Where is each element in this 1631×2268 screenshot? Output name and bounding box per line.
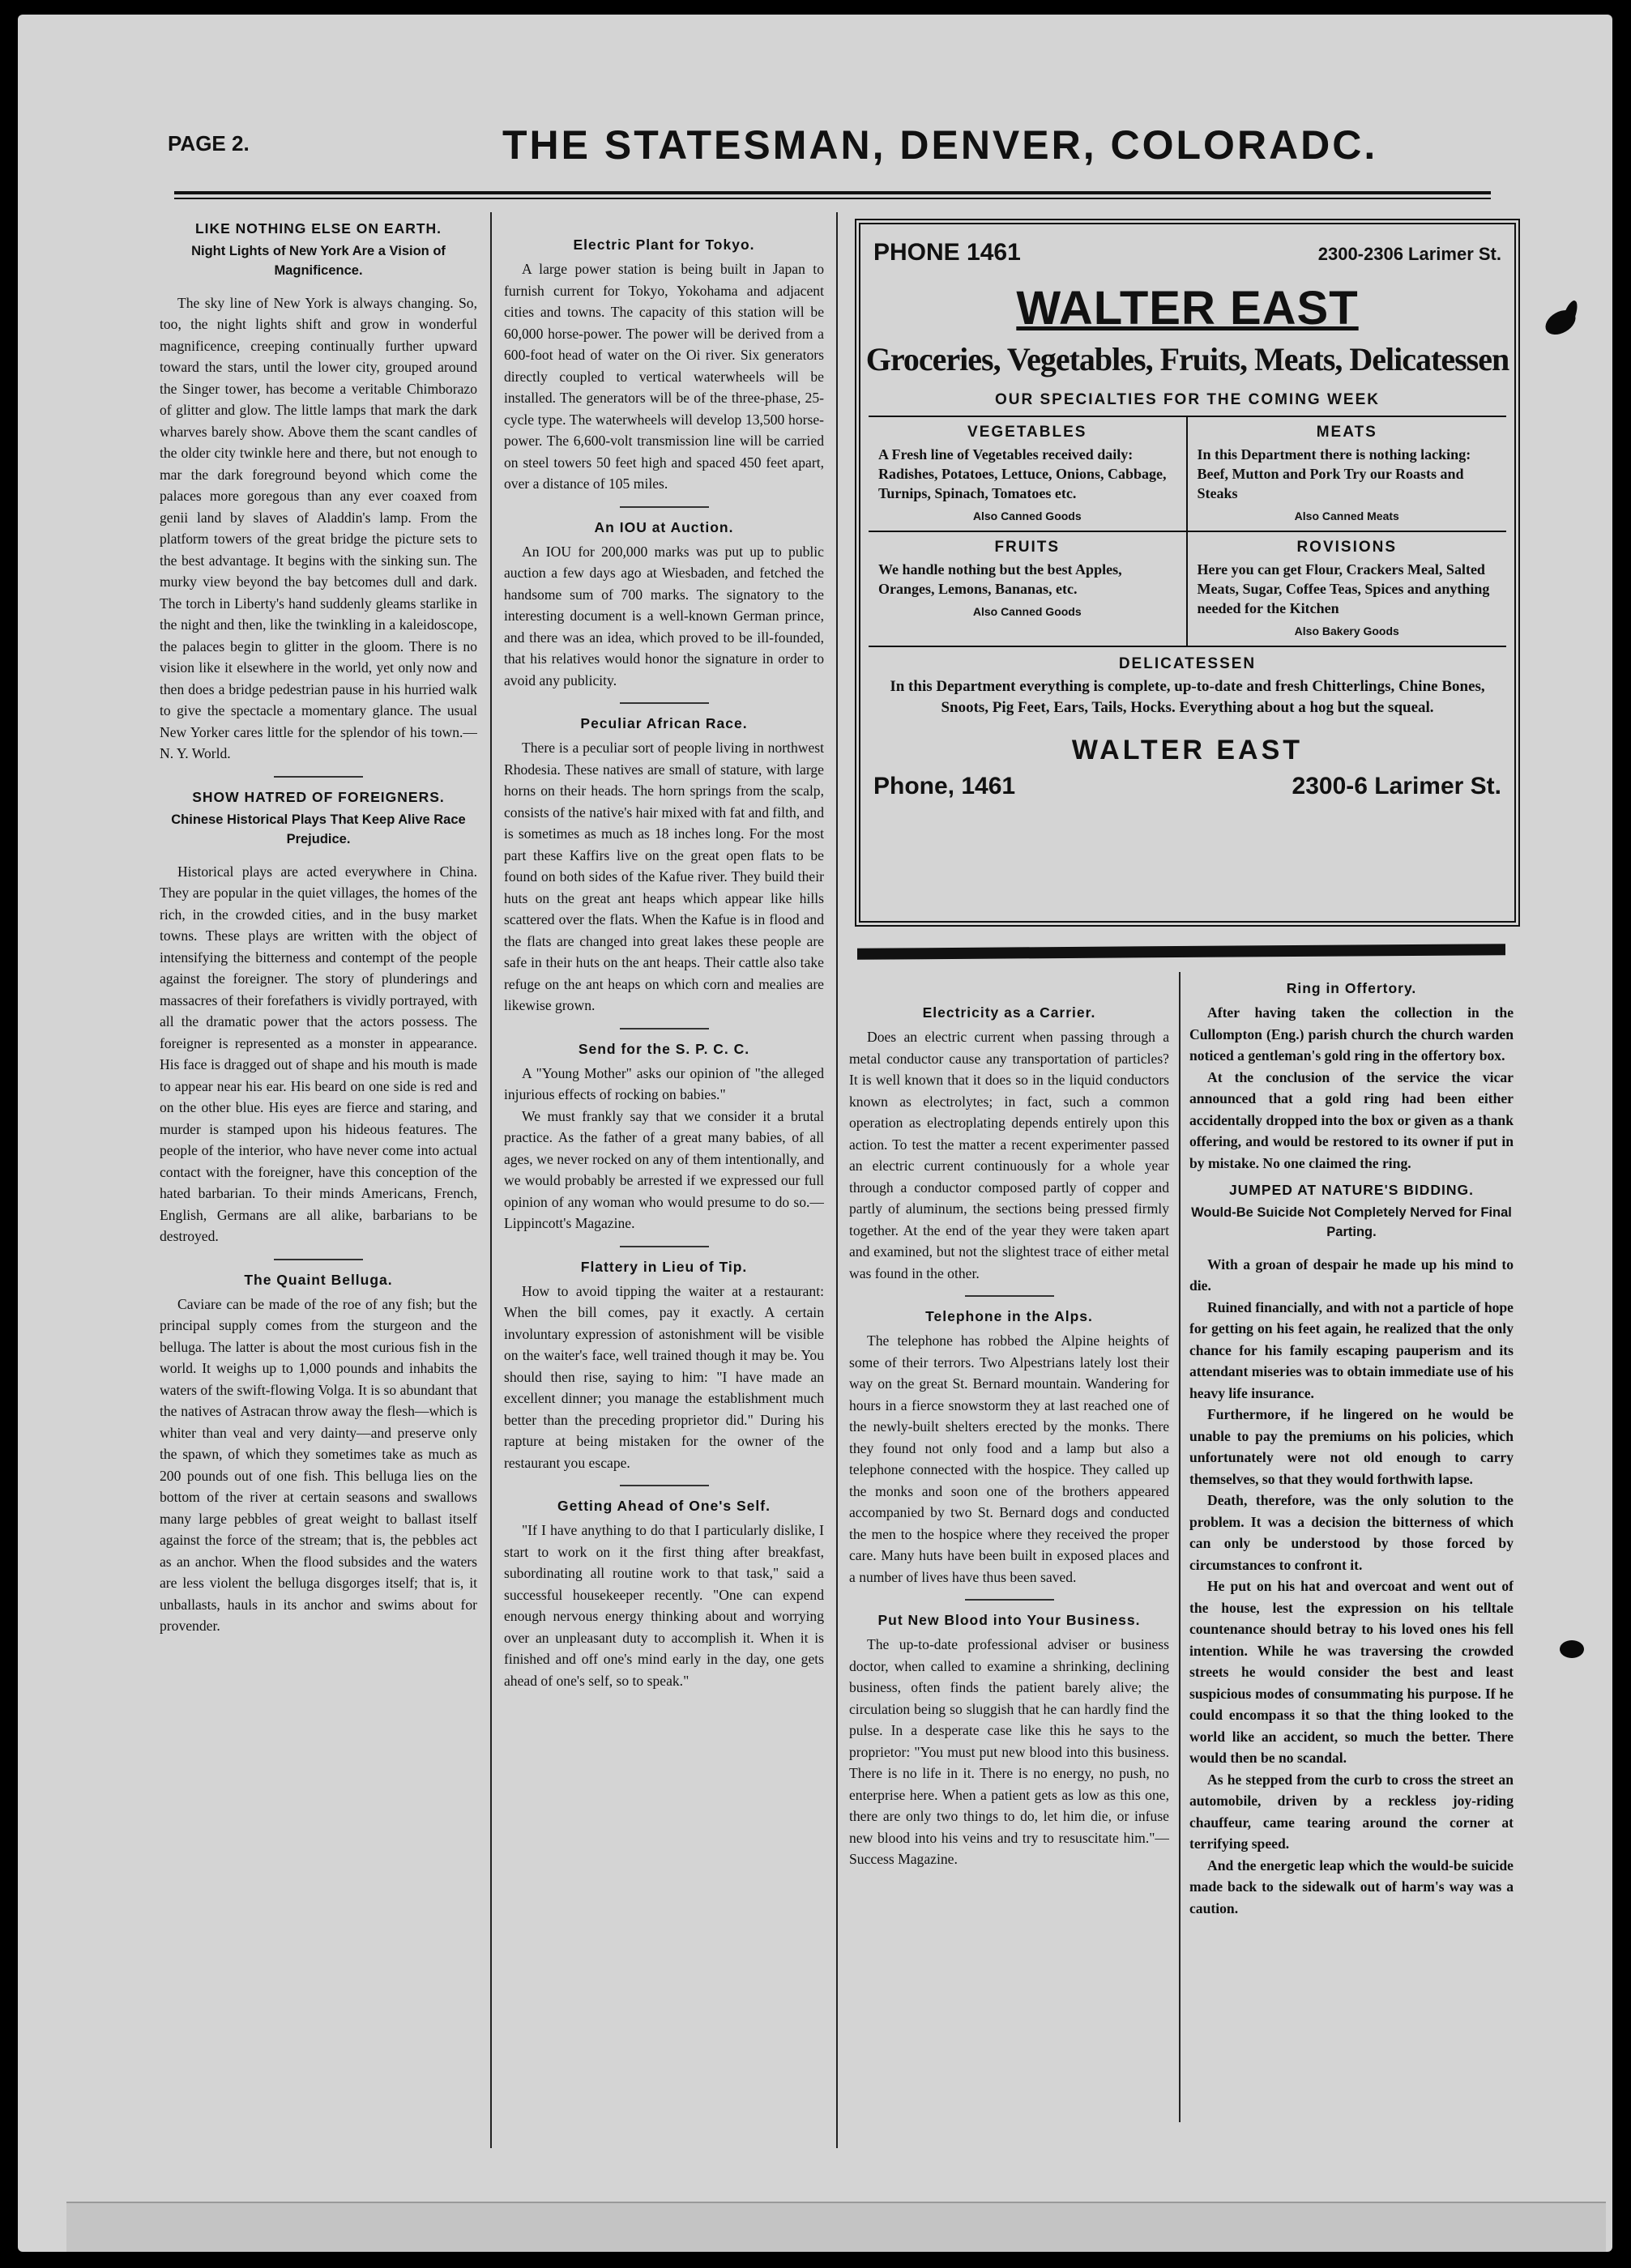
separator: [965, 1295, 1054, 1297]
top-rule-thin: [174, 198, 1491, 199]
article-paragraph: Ruined financially, and with not a particle of hope for getting on his feet again, he realized that the only chance for his family escaping pauperism and its attendant miseries was to obtain immediate use of his heavy life insurance.: [1189, 1298, 1514, 1401]
ad-dept-note: Also Canned Goods: [972, 605, 1082, 618]
article-headline: Peculiar African Race.: [580, 715, 748, 731]
ad-dept-note: Also Canned Meats: [1294, 509, 1399, 522]
separator: [620, 1485, 709, 1486]
separator: [620, 1246, 709, 1247]
article-headline: The Quaint Belluga.: [244, 1271, 393, 1288]
article-paragraph: Historical plays are acted everywhere in China. They are popular in the quiet villages, the homes of the rich, in the crowded cities, and in the busy market towns. These plays are written with the object of intensifying the bitterness and contempt of the people against the foreigner. The story of plunderings and massacres of their forefathers is vividly portrayed, with all the dramatic power that the actors possess. The foreigner is represented as a monster in appearance. His face is dragged out of shape and his mouth is made to appear near his ear. His beard on one side is red and on the other blue. His eyes are fierce and staring, and murder is stamped upon his hideous features. The people of the interior, who have never come into actual contact with the foreigner, have this conception of the hated barbarian. To their minds Americans, French, English, Germans are all alike, barbarians to be destroyed.: [160, 863, 477, 1245]
article-paragraph: As he stepped from the curb to cross the street an automobile, driven by a reckless joy-riding chauffeur, came tearing around the corner at terrifying speed.: [1189, 1771, 1514, 1852]
article-paragraph: We must frankly say that we consider it a brutal practice. As the father of a great many babies, of all ages, we never rocked on any of them intentionally, and we would probably be arrested if we expressed our full opinion of any woman who would presume to do so.—Lippincott's Magazine.: [504, 1107, 824, 1231]
article-paragraph: He put on his hat and overcoat and went out of the house, lest the expression on his telltale countenance should betray to his loved ones his fell intention. While he was traversing the crowded streets he would consider the best and least suspicious modes of consummating his purpose. If he could encompass it so that the thing looked to the world like an accident, so much the better. There would then be no scandal.: [1189, 1578, 1514, 1767]
article-paragraph: Caviare can be made of the roe of any fish; but the principal supply comes from the sturgeon and the belluga. The latter is about the most curious fish in the world. It weighs up to 1,000 pounds and inhabits the waters of the swift-flowing Volga. It is so abundant that the natives of Astracan throw away the flesh—which is whiter than veal and very dainty—and preserve only the spawn, of which they sometimes take as much as 200 pounds out of one fish. This belluga lies on the bottom of the river at certain seasons and swallows many large pebbles of great weight to ballast itself against the force of the stream; that is, the pebbles act as an anchor. When the flood subsides and the waters are less violent the belluga disgorges itself; that is, it unballasts, hauls in its anchor and swims about for provender.: [160, 1295, 477, 1635]
separator: [620, 506, 709, 508]
article-headline: LIKE NOTHING ELSE ON EARTH.: [194, 220, 442, 237]
ad-dept-text: We handle nothing but the best Apples, Oranges, Lemons, Bananas, etc.: [878, 561, 1122, 597]
ad-business-name: WALTER EAST: [1016, 282, 1359, 335]
column-2: [504, 228, 824, 2148]
separator: [620, 1028, 709, 1030]
ad-footer-row: [860, 770, 1514, 804]
article-paragraph: After having taken the collection in the Cullompton (Eng.) parish church the church warden noticed a gentleman's gold ring in the offertory box.: [1189, 1004, 1514, 1064]
ad-departments: [869, 416, 1506, 647]
column-rule: [490, 212, 492, 2148]
article-subhead: Chinese Historical Plays That Keep Alive Race Prejudice.: [171, 812, 466, 846]
separator: [620, 702, 709, 704]
ad-dept-note: Also Canned Goods: [972, 509, 1082, 522]
article-headline: Electric Plant for Tokyo.: [573, 237, 755, 253]
column-1: [160, 212, 477, 2148]
ad-header-row: [860, 224, 1514, 266]
article-headline: SHOW HATRED OF FOREIGNERS.: [192, 788, 445, 805]
article-headline: Ring in Offertory.: [1286, 980, 1417, 996]
ad-fruits: [869, 532, 1188, 646]
ad-specialties: OUR SPECIALTIES FOR THE COMING WEEK: [995, 391, 1380, 408]
column-4: [1189, 972, 1514, 2122]
masthead: THE STATESMAN, DENVER, COLORADC.: [502, 122, 1378, 168]
ad-address-footer: 2300-6 Larimer St.: [1292, 773, 1501, 799]
ad-dept-text: A Fresh line of Vegetables received daily: Radishes, Potatoes, Lettuce, Onions, Cabbage, Turnips, Spinach, Tomatoes etc.: [878, 446, 1167, 501]
article-headline: Flattery in Lieu of Tip.: [580, 1258, 748, 1275]
ad-dept-heading: DELICATESSEN: [1118, 655, 1257, 672]
ad-dept-text: In this Department everything is complete, up-to-date and fresh Chitterlings, Chine Bones, Snoots, Pig Feet, Ears, Tails, Hocks. Everything about a hog but the squeal.: [890, 678, 1485, 716]
ad-product-line: Groceries, Vegetables, Fruits, Meats, Delicatessen: [865, 341, 1509, 377]
separator: [274, 776, 363, 778]
article-headline: Send for the S. P. C. C.: [578, 1040, 750, 1057]
top-rule: [174, 191, 1491, 194]
article-paragraph: There is a peculiar sort of people living in northwest Rhodesia. These natives are small of stature, with large horns on their heads. The horn springs from the scalp, consists of the native's hair mixed with fat and filth, and is sometimes as much as 18 inches long. For the most part these Kaffirs live on the great open flats to be found on both sides of the Kafue river. They build their huts on the great ant heaps which appear like hills scattered over the flats. When the Kafue is in flood and the flats are changed into great lakes these people are safe in their huts on the ant heaps. Their cattle also take refuge on the ant heaps on which corn and mealies are likewise grown.: [504, 740, 824, 1013]
ink-blot: [1560, 1640, 1584, 1658]
article-paragraph: Does an electric current when passing through a metal conductor cause any transportation of particles? It is well known that it does so in the liquid conductors known as electrolytes; in fact, such a common operation as electroplating depends entirely upon this action. To test the matter a recent experimenter passed an electric current continuously for a whole year through a conductor composed partly of copper and partly of aluminum, the sections being pressed firmly together. At the end of the year they were taken apart and examined, but not the slightest trace of either metal was found in the other.: [849, 1029, 1169, 1281]
article-headline: Electricity as a Carrier.: [922, 1004, 1096, 1021]
article-paragraph: A large power station is being built in Japan to furnish current for Tokyo, Yokohama and adjacent cities and towns. The capacity of this station will be 60,000 horse-power. The power will be derived from a 600-foot head of water on the Oi river. Six generators directly coupled to vertical waterwheels will be installed. The generators will be of the three-phase, 25-cycle type. The waterwheels will develop 13,500 horse-power. The 6,600-volt transmission line will be carried on steel towers 50 feet high and spaced 450 feet apart, over a distance of 105 miles.: [504, 261, 824, 492]
ad-vegetables: [869, 417, 1188, 532]
ad-dept-heading: ROVISIONS: [1296, 539, 1398, 556]
page-number: PAGE 2.: [168, 131, 250, 156]
article-subhead: Night Lights of New York Are a Vision of Magnificence.: [191, 244, 446, 278]
article-headline: Put New Blood into Your Business.: [877, 1612, 1141, 1628]
article-headline: JUMPED AT NATURE'S BIDDING.: [1228, 1182, 1475, 1198]
article-paragraph: With a groan of despair he made up his mind to die.: [1189, 1256, 1514, 1294]
separator: [274, 1259, 363, 1260]
separator: [965, 1599, 1054, 1601]
article-paragraph: A "Young Mother" asks our opinion of "the alleged injurious effects of rocking on babies.": [504, 1064, 824, 1102]
article-paragraph: An IOU for 200,000 marks was put up to public auction a few days ago at Wiesbaden, and fetched the handsome sum of 700 marks. The signatory to the interesting document is a well-known German prince, and there was an idea, which proved to be ill-founded, that his relatives would honor the signature in order to avoid any publicity.: [504, 543, 824, 688]
ad-business-name-footer: WALTER EAST: [1071, 735, 1304, 765]
ad-phone-footer: Phone, 1461: [873, 773, 1016, 799]
article-paragraph: "If I have anything to do that I particularly dislike, I start to work on it the first thing after breakfast, subordinating all routine work to that task," said a successful housekeeper recently. "One can expend enough nervous energy thinking about and worrying over an unpleasant duty to accomplish it. When it is finished and off one's mind early in the day, one gets ahead of one's self, so to speak.": [504, 1522, 824, 1689]
article-paragraph: The up-to-date professional adviser or business doctor, when called to examine a shrinking, declining business, often finds the patient barely alive; the circulation being so sluggish that he can hardly find the pulse. In a desperate case like this he says to the proprietor: "You must put new blood into this business. There is no life in it. There is no energy, no push, no enterprise here. When a patient gets as low as this one, there are only two things to do, let him die, or infuse new blood into his veins and try to resuscitate him."—Success Magazine.: [849, 1636, 1169, 1867]
ad-delicatessen: [860, 647, 1514, 727]
ad-dept-heading: VEGETABLES: [967, 424, 1087, 441]
ad-phone: PHONE 1461: [873, 239, 1021, 266]
ad-dept-heading: FRUITS: [994, 539, 1061, 556]
ad-dept-note: Also Bakery Goods: [1294, 625, 1399, 637]
ad-provisions: [1188, 532, 1507, 646]
article-paragraph: Death, therefore, was the only solution to the problem. It was a decision the bitterness of which can only be understood by those forced by circumstances to confront it.: [1189, 1492, 1514, 1573]
ad-address: 2300-2306 Larimer St.: [1317, 244, 1501, 264]
walter-east-advertisement: [855, 219, 1520, 927]
ad-dept-text: Here you can get Flour, Crackers Meal, Salted Meats, Sugar, Coffee Teas, Spices and anything needed for the Kitchen: [1197, 561, 1490, 616]
column-rule: [836, 212, 838, 2148]
article-paragraph: Furthermore, if he lingered on he would be unable to pay the premiums on his policies, which unfortunately were not old enough to carry themselves, so that they would forthwith lapse.: [1189, 1406, 1514, 1487]
article-paragraph: And the energetic leap which the would-be suicide made back to the sidewalk out of harm's way was a caution.: [1189, 1857, 1514, 1916]
article-paragraph: At the conclusion of the service the vicar announced that a gold ring had been either accidentally dropped into the box or given as a thank offering, and would be restored to its owner if put in by mistake. No one claimed the ring.: [1189, 1068, 1514, 1171]
article-paragraph: The telephone has robbed the Alpine heights of some of their terrors. Two Alpestrians lately lost their way on the great St. Bernard mountain. Wandering for hours in a fierce snowstorm they at last reached one of the newly-built shelters erected by the monks. There they found not only food and a lamp but also a telephone connected with the hospice. They called up the monks and soon one of the brothers appeared accompanied by two St. Bernard dogs and conducted the men to the hospice where they received the proper care. Many huts have been built in exposed places and a number of lives have thus been saved.: [849, 1332, 1169, 1585]
article-subhead: Would-Be Suicide Not Completely Nerved for Final Parting.: [1191, 1205, 1512, 1239]
article-paragraph: How to avoid tipping the waiter at a restaurant: When the bill comes, pay it exactly. A certain involuntary expression of astonishment will be visible on the waiter's face, well trained though it may be. You should then rise, saying to him: "I have made an excellent dinner; you manage the establishment much better than the preceding proprietor did." During his rapture at being mistaken for the owner of the restaurant you escape.: [504, 1282, 824, 1471]
ad-dept-heading: MEATS: [1316, 424, 1377, 441]
article-headline: An IOU at Auction.: [594, 518, 734, 535]
article-paragraph: The sky line of New York is always changing. So, too, the night lights shift and grow in wonderful magnificence, creeping continually further upward toward the stars, until the lower city, grouped around the Singer tower, has become a veritable Chimborazo of glitter and glow. The little lamps that mark the dark wharves barely show. Above them the scant candles of the older city twinkle here and there, but not enough to mar the dark foreground beyond which come the palaces more goregous than any ever coaxed from genii land by slaves of Aladdin's lamp. From the platform towers of the great bridge the picture sets to the best advantage. It begins with the sinking sun. The murky view beyond the bay betcomes dull and dark. The torch in Liberty's hand suddenly gleams starlike in the night and then, like the twinkling in a kaleidoscope, the palaces begin to glitter in the gloom. There is no vision like it elsewhere in the world, yet only now and then does a bridge pedestrian pause in his hurried walk to give the spectacle a momentary glance. The usual New Yorker cares little for the splendor of his town.—N. Y. World.: [160, 294, 477, 762]
article-headline: Telephone in the Alps.: [925, 1308, 1093, 1324]
article-headline: Getting Ahead of One's Self.: [557, 1498, 771, 1514]
column-3: [849, 996, 1169, 2114]
column-rule: [1179, 972, 1181, 2122]
ad-dept-text: In this Department there is nothing lacking: Beef, Mutton and Pork Try our Roasts and Steaks: [1197, 446, 1471, 501]
lower-sheet-edge: [66, 2202, 1606, 2252]
ad-meats: [1188, 417, 1507, 532]
